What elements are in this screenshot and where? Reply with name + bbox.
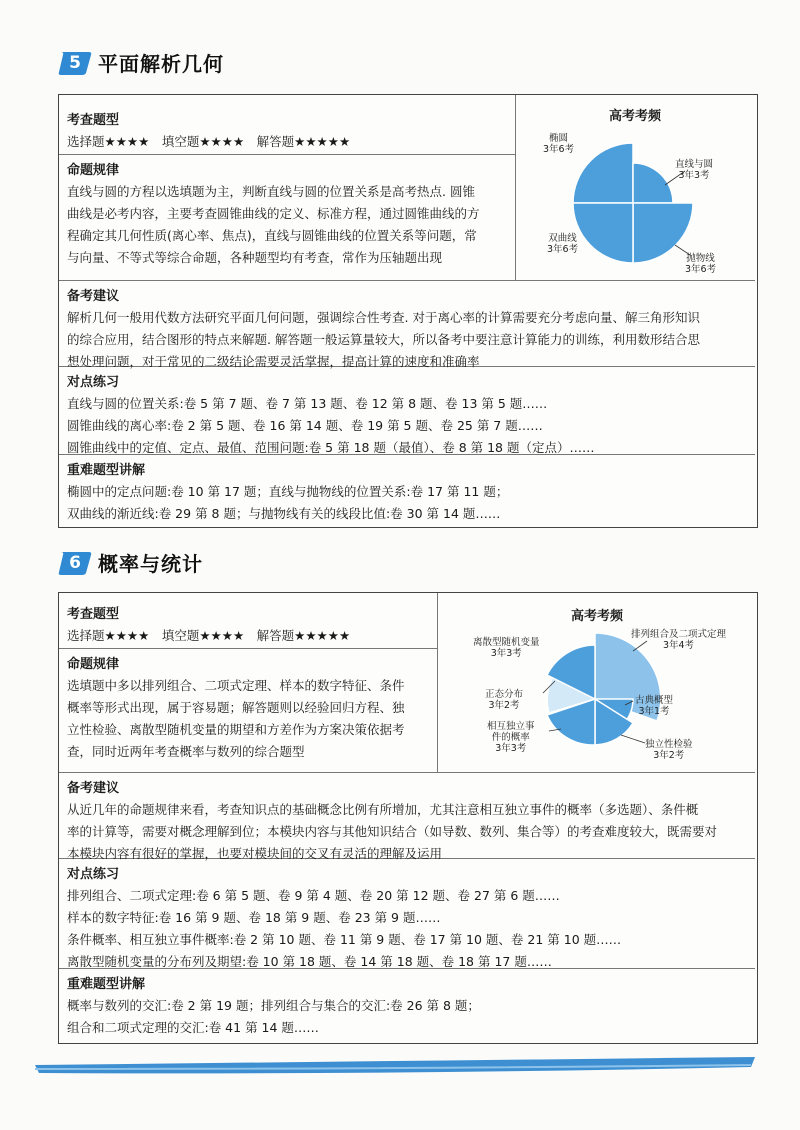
s6-practice-line: 排列组合、二项式定理:卷 6 第 5 题、卷 9 第 4 题、卷 20 第 12 题、卷 27 第 6 题……: [67, 888, 560, 903]
s6-label-perm: 排列组合及二项式定理 3年4考: [631, 629, 727, 651]
section5-title: 平面解析几何: [98, 52, 224, 76]
s5-law-heading: 命题规律: [67, 163, 120, 178]
section6-table: [58, 592, 758, 1044]
s6-key-line: 组合和二项式定理的交汇:卷 41 第 14 题……: [67, 1020, 319, 1035]
s6-practice-line: 条件概率、相互独立事件概率:卷 2 第 10 题、卷 11 第 9 题、卷 17 第 10 题、卷 21 第 10 题……: [67, 932, 622, 947]
s6-chart-title: 高考考频: [570, 609, 623, 624]
s6-law-cell: [59, 649, 437, 773]
s6-advice-heading: 备考建议: [67, 781, 120, 796]
s5-practice-heading: 对点练习: [67, 375, 120, 390]
section6-heading: [58, 548, 203, 577]
s5-law-line: 与向量、不等式等综合命题，各种题型均有考查，常作为压轴题出现: [67, 250, 443, 265]
section6-number-badge: 6: [58, 550, 92, 576]
s5-label-parabola: 抛物线 3年6考: [685, 253, 717, 275]
s5-advice-line: 的综合应用，结合图形的特点来解题. 解答题一般运算量较大，所以备考中要注意计算能力的训练，利用数形结合思: [67, 332, 700, 347]
section6-title: 概率与统计: [98, 552, 203, 576]
s6-law-heading: 命题规律: [67, 657, 120, 672]
s6-law-line: 概率等形式出现，属于容易题；解答题则以经验回归方程、独: [67, 700, 405, 715]
s6-label-indep-test: 独立性检验 3年2考: [645, 739, 693, 761]
s6-types-heading: 考查题型: [67, 607, 120, 622]
s5-types-stars: 选择题★★★★ 填空题★★★★ 解答题★★★★★: [67, 134, 351, 149]
s6-law-line: 选填题中多以排列组合、二项式定理、样本的数字特征、条件: [67, 678, 405, 693]
s6-advice-line: 率的计算等，需要对概念理解到位；本模块内容与其他知识结合（如导数、数列、集合等）的考查难度较大，既需要对: [67, 824, 718, 839]
s6-types-stars: 选择题★★★★ 填空题★★★★ 解答题★★★★★: [67, 628, 351, 643]
section5-heading: [58, 48, 224, 77]
s6-types-cell: [59, 593, 437, 649]
s6-law-line: 查，同时近两年考查概率与数列的综合题型: [67, 744, 305, 759]
s5-types-heading: 考查题型: [67, 113, 120, 128]
s5-label-ellipse: 椭圆 3年6考: [543, 133, 575, 155]
s6-label-classic: 古典概型 3年1考: [635, 695, 674, 717]
s6-key-heading: 重难题型讲解: [67, 977, 146, 992]
s5-law-line: 直线与圆的方程以选填题为主，判断直线与圆的位置关系是高考热点. 圆锥: [67, 184, 475, 199]
s5-key-cell: [59, 455, 755, 525]
s5-label-line-circle: 直线与圆 3年3考: [675, 159, 714, 181]
s6-label-discrete: 离散型随机变量 3年3考: [473, 637, 540, 659]
s6-advice-line: 本模块内容有很好的掌握，也要对模块间的交叉有灵活的理解及运用: [67, 846, 443, 861]
s6-practice-cell: [59, 859, 755, 969]
s6-law-line: 立性检验、离散型随机变量的期望和方差作为方案决策依据考: [67, 722, 405, 737]
s6-advice-cell: [59, 773, 755, 859]
s5-advice-cell: [59, 281, 755, 367]
s5-slice-hyperbola: [573, 203, 633, 263]
s5-law-line: 曲线是必考内容，主要考查圆锥曲线的定义、标准方程，通过圆锥曲线的方: [67, 206, 480, 221]
s5-frequency-chart: [515, 95, 755, 281]
s6-practice-line: 样本的数字特征:卷 16 第 9 题、卷 18 第 9 题、卷 23 第 9 题……: [67, 910, 441, 925]
page-footer-bar: [35, 1055, 755, 1077]
section5-number-badge: 5: [58, 50, 92, 76]
s6-label-normal: 正态分布 3年2考: [485, 689, 524, 711]
s5-key-line: 椭圆中的定点问题:卷 10 第 17 题；直线与抛物线的位置关系:卷 17 第 11 题；: [67, 484, 509, 499]
s6-frequency-chart: [437, 593, 755, 773]
s5-chart-title: 高考考频: [608, 109, 661, 124]
s5-slice-line-circle: [633, 163, 673, 203]
section5-table: [58, 94, 758, 528]
s5-practice-line: 圆锥曲线中的定值、定点、最值、范围问题:卷 5 第 18 题（最值）、卷 8 第 18 题（定点）……: [67, 440, 595, 455]
s5-advice-line: 解析几何一般用代数方法研究平面几何问题，强调综合性考查. 对于离心率的计算需要充分考虑向量、解三角形知识: [67, 310, 700, 325]
s5-law-cell: [59, 155, 515, 281]
s5-practice-line: 圆锥曲线的离心率:卷 2 第 5 题、卷 16 第 14 题、卷 19 第 5 题、卷 25 第 7 题……: [67, 418, 543, 433]
s6-practice-heading: 对点练习: [67, 867, 120, 882]
s5-key-heading: 重难题型讲解: [67, 463, 146, 478]
s6-key-line: 概率与数列的交汇:卷 2 第 19 题；排列组合与集合的交汇:卷 26 第 8 题；: [67, 998, 480, 1013]
s5-law-line: 程确定其几何性质(离心率、焦点)，直线与圆锥曲线的位置关系等问题，常: [67, 228, 477, 243]
s5-slice-parabola: [633, 203, 693, 263]
s5-label-hyperbola: 双曲线 3年6考: [547, 233, 579, 255]
s5-advice-line: 想处理问题，对于常见的二级结论需要灵活掌握，提高计算的速度和准确率: [67, 354, 480, 369]
s6-key-cell: [59, 969, 755, 1041]
s5-types-cell: [59, 95, 515, 155]
s6-practice-line: 离散型随机变量的分布列及期望:卷 10 第 18 题、卷 14 第 18 题、卷 18 第 17 题……: [67, 954, 552, 969]
s5-key-line: 双曲线的渐近线:卷 29 第 8 题；与抛物线有关的线段比值:卷 30 第 14 题……: [67, 506, 501, 521]
s5-practice-line: 直线与圆的位置关系:卷 5 第 7 题、卷 7 第 13 题、卷 12 第 8 题、卷 13 第 5 题……: [67, 396, 548, 411]
s6-label-indep-event: 相互独立事 件的概率 3年3考: [487, 721, 535, 754]
s5-practice-cell: [59, 367, 755, 455]
s5-advice-heading: 备考建议: [67, 289, 120, 304]
s6-advice-line: 从近几年的命题规律来看，考查知识点的基础概念比例有所增加，尤其注意相互独立事件的概率（多选题）、条件概: [67, 802, 699, 817]
s5-slice-ellipse: [573, 143, 633, 203]
